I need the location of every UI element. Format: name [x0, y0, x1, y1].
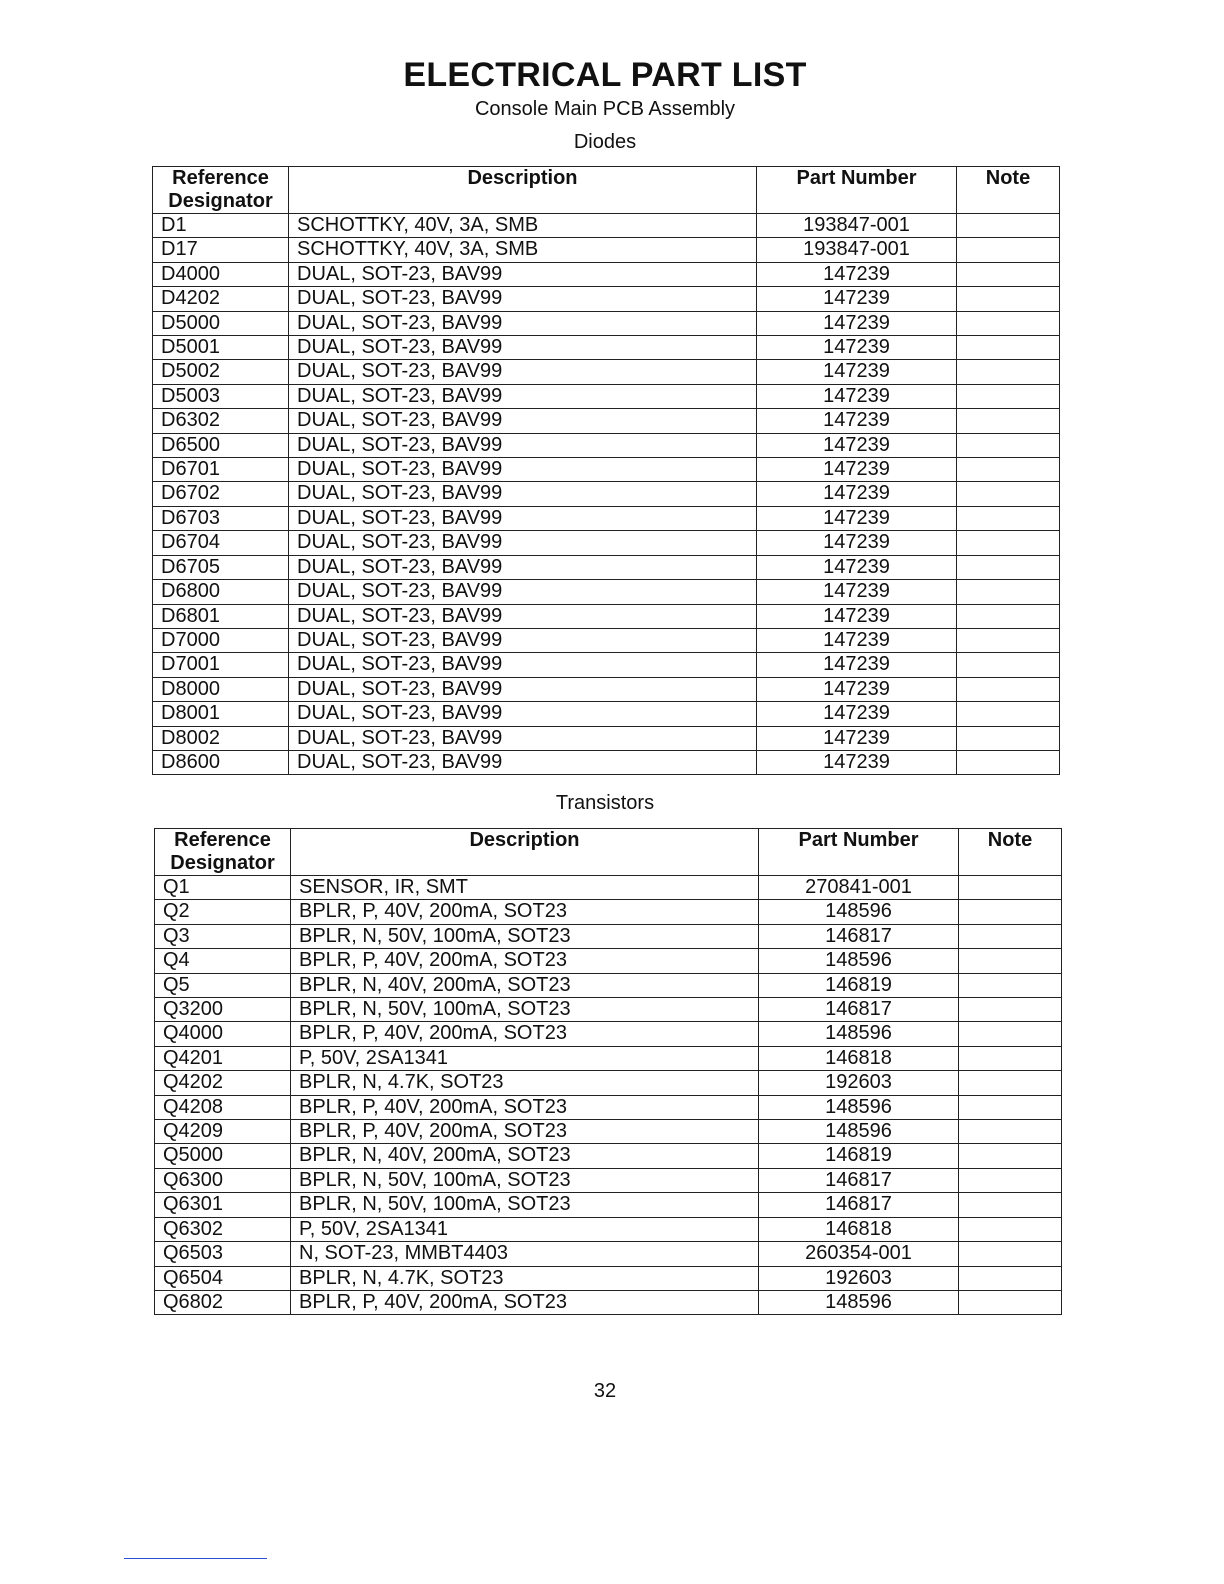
table-row [155, 1046, 1062, 1070]
cell-reference-designator: Q3200 [155, 998, 291, 1022]
cell-note [957, 750, 1060, 774]
cell-part-number: 147239 [757, 653, 957, 677]
cell-reference-designator: D5002 [153, 360, 289, 384]
cell-note [959, 1120, 1062, 1144]
cell-part-number: 146817 [759, 924, 959, 948]
transistors-heading: Transistors [555, 792, 655, 814]
cell-note [957, 726, 1060, 750]
table-row [153, 262, 1060, 286]
cell-description: DUAL, SOT-23, BAV99 [289, 262, 757, 286]
cell-reference-designator: D6705 [153, 555, 289, 579]
cell-reference-designator: D5003 [153, 384, 289, 408]
cell-reference-designator: Q6300 [155, 1168, 291, 1192]
cell-note [959, 1168, 1062, 1192]
cell-note [959, 949, 1062, 973]
cell-note [957, 677, 1060, 701]
cell-reference-designator: Q6504 [155, 1266, 291, 1290]
table-row [153, 238, 1060, 262]
cell-description: DUAL, SOT-23, BAV99 [289, 750, 757, 774]
page-title: ELECTRICAL PART LIST [403, 56, 807, 94]
cell-part-number: 147239 [757, 604, 957, 628]
cell-description: DUAL, SOT-23, BAV99 [289, 360, 757, 384]
cell-description: BPLR, N, 40V, 200mA, SOT23 [291, 973, 759, 997]
cell-description: DUAL, SOT-23, BAV99 [289, 580, 757, 604]
cell-description: DUAL, SOT-23, BAV99 [289, 409, 757, 433]
table-row [153, 214, 1060, 238]
cell-description: BPLR, P, 40V, 200mA, SOT23 [291, 1095, 759, 1119]
cell-description: P, 50V, 2SA1341 [291, 1046, 759, 1070]
table-row [153, 311, 1060, 335]
column-header-part-number: Part Number [757, 167, 957, 214]
cell-part-number: 148596 [759, 1095, 959, 1119]
cell-description: SCHOTTKY, 40V, 3A, SMB [289, 214, 757, 238]
table-row [155, 1217, 1062, 1241]
table-row [153, 360, 1060, 384]
cell-note [959, 1193, 1062, 1217]
cell-part-number: 148596 [759, 949, 959, 973]
cell-reference-designator: D4000 [153, 262, 289, 286]
cell-description: DUAL, SOT-23, BAV99 [289, 677, 757, 701]
cell-part-number: 270841-001 [759, 876, 959, 900]
cell-reference-designator: D8600 [153, 750, 289, 774]
cell-part-number: 147239 [757, 458, 957, 482]
table-header-row [155, 829, 1062, 876]
table-row [153, 336, 1060, 360]
cell-part-number: 147239 [757, 580, 957, 604]
cell-description: DUAL, SOT-23, BAV99 [289, 433, 757, 457]
cell-description: BPLR, N, 50V, 100mA, SOT23 [291, 1168, 759, 1192]
table-row [153, 433, 1060, 457]
table-row [155, 900, 1062, 924]
cell-part-number: 147239 [757, 628, 957, 652]
cell-reference-designator: D4202 [153, 287, 289, 311]
cell-reference-designator: D6500 [153, 433, 289, 457]
cell-description: BPLR, N, 50V, 100mA, SOT23 [291, 924, 759, 948]
transistors-table [154, 828, 1062, 1315]
cell-note [957, 628, 1060, 652]
cell-reference-designator: D5000 [153, 311, 289, 335]
table-row [155, 973, 1062, 997]
cell-part-number: 260354-001 [759, 1242, 959, 1266]
column-header-note: Note [959, 829, 1062, 876]
cell-note [959, 973, 1062, 997]
cell-reference-designator: Q6301 [155, 1193, 291, 1217]
diodes-heading: Diodes [573, 131, 637, 153]
table-row [155, 1120, 1062, 1144]
cell-part-number: 147239 [757, 506, 957, 530]
cell-description: DUAL, SOT-23, BAV99 [289, 384, 757, 408]
cell-part-number: 148596 [759, 1290, 959, 1314]
cell-note [959, 998, 1062, 1022]
cell-note [957, 262, 1060, 286]
cell-description: BPLR, P, 40V, 200mA, SOT23 [291, 949, 759, 973]
cell-note [959, 1095, 1062, 1119]
cell-part-number: 147239 [757, 702, 957, 726]
cell-part-number: 147239 [757, 384, 957, 408]
cell-part-number: 147239 [757, 287, 957, 311]
cell-description: BPLR, P, 40V, 200mA, SOT23 [291, 1022, 759, 1046]
table-row [155, 1095, 1062, 1119]
cell-reference-designator: Q1 [155, 876, 291, 900]
cell-part-number: 147239 [757, 555, 957, 579]
cell-description: P, 50V, 2SA1341 [291, 1217, 759, 1241]
cell-part-number: 148596 [759, 900, 959, 924]
cell-note [959, 924, 1062, 948]
cell-part-number: 147239 [757, 531, 957, 555]
cell-part-number: 147239 [757, 750, 957, 774]
cell-description: BPLR, P, 40V, 200mA, SOT23 [291, 1290, 759, 1314]
table-row [155, 1071, 1062, 1095]
cell-reference-designator: Q6802 [155, 1290, 291, 1314]
table-row [153, 702, 1060, 726]
table-row [153, 555, 1060, 579]
cell-note [957, 555, 1060, 579]
cell-reference-designator: D7000 [153, 628, 289, 652]
cell-description: N, SOT-23, MMBT4403 [291, 1242, 759, 1266]
cell-description: DUAL, SOT-23, BAV99 [289, 311, 757, 335]
table-row [155, 924, 1062, 948]
cell-part-number: 146817 [759, 1193, 959, 1217]
cell-part-number: 146818 [759, 1217, 959, 1241]
cell-description: DUAL, SOT-23, BAV99 [289, 702, 757, 726]
cell-note [959, 1046, 1062, 1070]
cell-note [957, 214, 1060, 238]
table-row [153, 409, 1060, 433]
table-row [155, 1168, 1062, 1192]
table-row [155, 998, 1062, 1022]
cell-reference-designator: D6800 [153, 580, 289, 604]
cell-reference-designator: Q4201 [155, 1046, 291, 1070]
cell-description: DUAL, SOT-23, BAV99 [289, 653, 757, 677]
cell-note [957, 238, 1060, 262]
diodes-table [152, 166, 1060, 775]
cell-reference-designator: Q3 [155, 924, 291, 948]
cell-note [959, 900, 1062, 924]
cell-note [959, 1266, 1062, 1290]
cell-reference-designator: D17 [153, 238, 289, 262]
table-row [153, 531, 1060, 555]
cell-note [959, 1290, 1062, 1314]
table-row [153, 677, 1060, 701]
table-row [155, 1242, 1062, 1266]
cell-reference-designator: Q5000 [155, 1144, 291, 1168]
cell-description: DUAL, SOT-23, BAV99 [289, 482, 757, 506]
table-row [153, 628, 1060, 652]
cell-note [957, 384, 1060, 408]
cell-reference-designator: Q4202 [155, 1071, 291, 1095]
cell-reference-designator: D8001 [153, 702, 289, 726]
cell-part-number: 147239 [757, 311, 957, 335]
table-row [153, 726, 1060, 750]
cell-note [959, 1144, 1062, 1168]
cell-reference-designator: D6701 [153, 458, 289, 482]
cell-note [957, 311, 1060, 335]
cell-note [959, 1217, 1062, 1241]
table-row [155, 949, 1062, 973]
cell-reference-designator: Q4 [155, 949, 291, 973]
cell-description: DUAL, SOT-23, BAV99 [289, 555, 757, 579]
cell-description: SCHOTTKY, 40V, 3A, SMB [289, 238, 757, 262]
table-row [153, 580, 1060, 604]
footer-rule [124, 1558, 267, 1559]
table-row [153, 604, 1060, 628]
cell-reference-designator: D1 [153, 214, 289, 238]
cell-reference-designator: Q6503 [155, 1242, 291, 1266]
column-header-reference-designator: Reference Designator [153, 167, 289, 214]
cell-part-number: 147239 [757, 433, 957, 457]
table-row [155, 1144, 1062, 1168]
cell-note [957, 531, 1060, 555]
cell-part-number: 192603 [759, 1266, 959, 1290]
cell-description: DUAL, SOT-23, BAV99 [289, 287, 757, 311]
cell-reference-designator: D8002 [153, 726, 289, 750]
cell-part-number: 147239 [757, 409, 957, 433]
cell-note [957, 433, 1060, 457]
cell-description: DUAL, SOT-23, BAV99 [289, 628, 757, 652]
cell-part-number: 147239 [757, 336, 957, 360]
column-header-description: Description [291, 829, 759, 876]
table-row [155, 1266, 1062, 1290]
cell-note [959, 876, 1062, 900]
cell-description: DUAL, SOT-23, BAV99 [289, 604, 757, 628]
cell-description: DUAL, SOT-23, BAV99 [289, 726, 757, 750]
cell-reference-designator: Q2 [155, 900, 291, 924]
cell-reference-designator: D6302 [153, 409, 289, 433]
cell-reference-designator: Q5 [155, 973, 291, 997]
cell-description: DUAL, SOT-23, BAV99 [289, 506, 757, 530]
cell-reference-designator: D8000 [153, 677, 289, 701]
cell-part-number: 146817 [759, 998, 959, 1022]
cell-part-number: 147239 [757, 726, 957, 750]
cell-note [959, 1071, 1062, 1095]
table-row [155, 1022, 1062, 1046]
table-row [155, 1193, 1062, 1217]
cell-reference-designator: Q6302 [155, 1217, 291, 1241]
cell-part-number: 147239 [757, 262, 957, 286]
cell-description: DUAL, SOT-23, BAV99 [289, 336, 757, 360]
cell-description: BPLR, N, 4.7K, SOT23 [291, 1266, 759, 1290]
cell-note [957, 580, 1060, 604]
cell-note [957, 458, 1060, 482]
cell-part-number: 147239 [757, 677, 957, 701]
cell-note [959, 1242, 1062, 1266]
cell-description: BPLR, N, 4.7K, SOT23 [291, 1071, 759, 1095]
cell-part-number: 192603 [759, 1071, 959, 1095]
cell-part-number: 148596 [759, 1022, 959, 1046]
column-header-part-number: Part Number [759, 829, 959, 876]
cell-note [957, 653, 1060, 677]
cell-part-number: 146818 [759, 1046, 959, 1070]
table-row [153, 750, 1060, 774]
cell-part-number: 193847-001 [757, 238, 957, 262]
page-number: 32 [593, 1380, 617, 1402]
cell-reference-designator: D7001 [153, 653, 289, 677]
cell-description: BPLR, N, 40V, 200mA, SOT23 [291, 1144, 759, 1168]
cell-part-number: 147239 [757, 482, 957, 506]
table-header-row [153, 167, 1060, 214]
page-subtitle: Console Main PCB Assembly [474, 98, 736, 120]
cell-description: BPLR, P, 40V, 200mA, SOT23 [291, 1120, 759, 1144]
table-row [153, 482, 1060, 506]
cell-note [957, 604, 1060, 628]
cell-part-number: 146819 [759, 1144, 959, 1168]
cell-description: BPLR, N, 50V, 100mA, SOT23 [291, 1193, 759, 1217]
cell-part-number: 193847-001 [757, 214, 957, 238]
cell-part-number: 147239 [757, 360, 957, 384]
cell-reference-designator: D6703 [153, 506, 289, 530]
column-header-note: Note [957, 167, 1060, 214]
cell-description: BPLR, N, 50V, 100mA, SOT23 [291, 998, 759, 1022]
cell-reference-designator: D5001 [153, 336, 289, 360]
table-row [153, 506, 1060, 530]
cell-description: SENSOR, IR, SMT [291, 876, 759, 900]
cell-note [957, 482, 1060, 506]
table-row [155, 1290, 1062, 1314]
cell-reference-designator: Q4208 [155, 1095, 291, 1119]
cell-part-number: 148596 [759, 1120, 959, 1144]
cell-description: DUAL, SOT-23, BAV99 [289, 458, 757, 482]
cell-reference-designator: Q4209 [155, 1120, 291, 1144]
cell-note [957, 287, 1060, 311]
cell-note [957, 506, 1060, 530]
column-header-reference-designator: Reference Designator [155, 829, 291, 876]
cell-note [957, 336, 1060, 360]
cell-description: BPLR, P, 40V, 200mA, SOT23 [291, 900, 759, 924]
cell-reference-designator: D6704 [153, 531, 289, 555]
cell-description: DUAL, SOT-23, BAV99 [289, 531, 757, 555]
cell-reference-designator: D6702 [153, 482, 289, 506]
cell-note [959, 1022, 1062, 1046]
cell-part-number: 146819 [759, 973, 959, 997]
cell-note [957, 409, 1060, 433]
cell-part-number: 146817 [759, 1168, 959, 1192]
column-header-description: Description [289, 167, 757, 214]
cell-note [957, 702, 1060, 726]
cell-note [957, 360, 1060, 384]
cell-reference-designator: D6801 [153, 604, 289, 628]
table-row [155, 876, 1062, 900]
table-row [153, 458, 1060, 482]
table-row [153, 287, 1060, 311]
table-row [153, 653, 1060, 677]
cell-reference-designator: Q4000 [155, 1022, 291, 1046]
table-row [153, 384, 1060, 408]
